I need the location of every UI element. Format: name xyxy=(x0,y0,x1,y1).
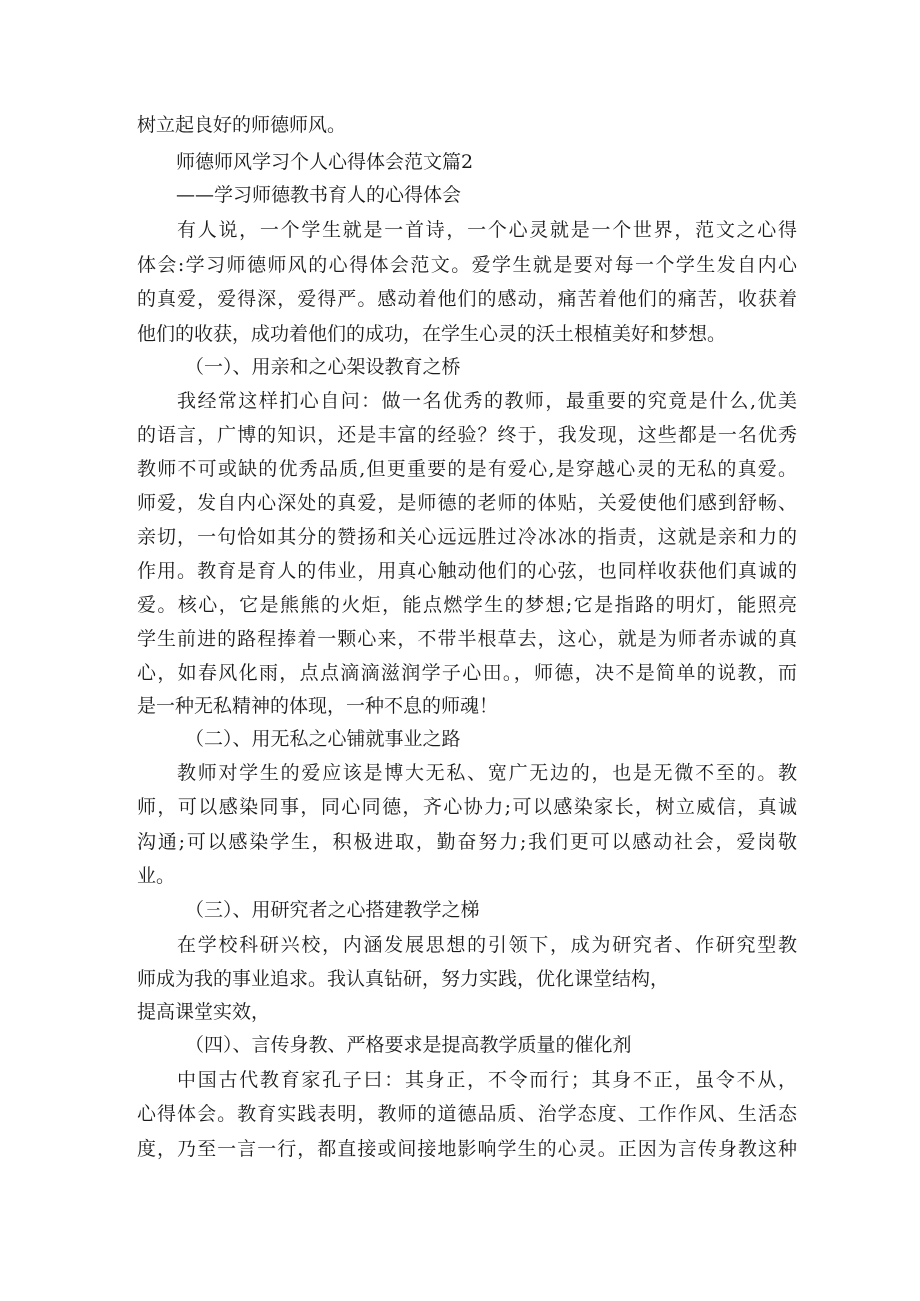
text-line: 沟通;可以感染学生，积极进取，勤奋努力;我们更可以感动社会，爱岗敬 xyxy=(137,831,797,853)
text-line: 爱。核心，它是熊熊的火炬，能点燃学生的梦想;它是指路的明灯，能照亮 xyxy=(137,594,797,616)
text-line: 教师对学生的爱应该是博大无私、宽广无边的，也是无微不至的。教 xyxy=(177,762,797,784)
text-line: 他们的收获，成功着他们的成功，在学生心灵的沃土根植美好和梦想。 xyxy=(137,323,727,345)
text-line: 学生前进的路程捧着一颗心来，不带半根草去，这心，就是为师者赤诚的真 xyxy=(137,628,797,650)
text-line: 师，可以感染同事，同心同德，齐心协力;可以感染家长，树立威信，真诚 xyxy=(137,796,797,818)
text-line: 师爱，发自内心深处的真爱，是师德的老师的体贴，关爱使他们感到舒畅、 xyxy=(137,492,797,514)
text-line: 心得体会。教育实践表明，教师的道德品质、治学态度、工作作风、生活态 xyxy=(137,1103,797,1125)
text-line: 体会:学习师德师风的心得体会范文。爱学生就是要对每一个学生发自内心 xyxy=(137,254,797,276)
text-line: 作用。教育是育人的伟业，用真心触动他们的心弦，也同样收获他们真诚的 xyxy=(137,560,797,582)
article-subtitle: ——学习师德教书育人的心得体会 xyxy=(176,184,462,206)
section-heading-2: （二）、用无私之心铺就事业之路 xyxy=(185,728,461,750)
text-line: 我经常这样扪心自问：做一名优秀的教师，最重要的究竟是什么,优美 xyxy=(177,390,797,412)
text-line: 的语言，广博的知识，还是丰富的经验？终于，我发现，这些都是一名优秀 xyxy=(137,424,797,446)
text-line: 教师不可或缺的优秀品质,但更重要的是有爱心,是穿越心灵的无私的真爱。 xyxy=(137,458,797,480)
text-line: 树立起良好的师德师风。 xyxy=(137,114,347,136)
text-line: 度，乃至一言一行，都直接或间接地影响学生的心灵。正因为言传身教这种 xyxy=(137,1138,797,1160)
text-line: 亲切，一句恰如其分的赞扬和关心远远胜过冷冰冰的指责，这就是亲和力的 xyxy=(137,526,797,548)
section-heading-1: （一）、用亲和之心架设教育之桥 xyxy=(185,356,461,378)
text-line: 的真爱，爱得深，爱得严。感动着他们的感动，痛苦着他们的痛苦，收获着 xyxy=(137,288,797,310)
section-heading-4: （四）、言传身教、严格要求是提高教学质量的催化剂 xyxy=(185,1034,632,1056)
article-title: 师德师风学习个人心得体会范文篇2 xyxy=(176,151,474,173)
text-line: 是一种无私精神的体现，一种不息的师魂！ xyxy=(137,695,499,717)
text-line: 师成为我的事业追求。我认真钻研，努力实践，优化课堂结构， xyxy=(137,968,670,990)
section-heading-3: （三）、用研究者之心搭建教学之梯 xyxy=(185,899,480,921)
text-line: 中国古代教育家孔子曰：其身正，不令而行；其身不正，虽令不从， xyxy=(177,1069,797,1091)
text-line: 业。 xyxy=(137,865,176,887)
text-line: 提高课堂实效， xyxy=(137,1001,271,1023)
text-line: 在学校科研兴校，内涵发展思想的引领下，成为研究者、作研究型教 xyxy=(177,934,797,956)
text-line: 心，如春风化雨，点点滴滴滋润学子心田。，师德，决不是简单的说教，而 xyxy=(137,662,797,684)
text-line: 有人说，一个学生就是一首诗，一个心灵就是一个世界，范文之心得 xyxy=(177,219,797,241)
